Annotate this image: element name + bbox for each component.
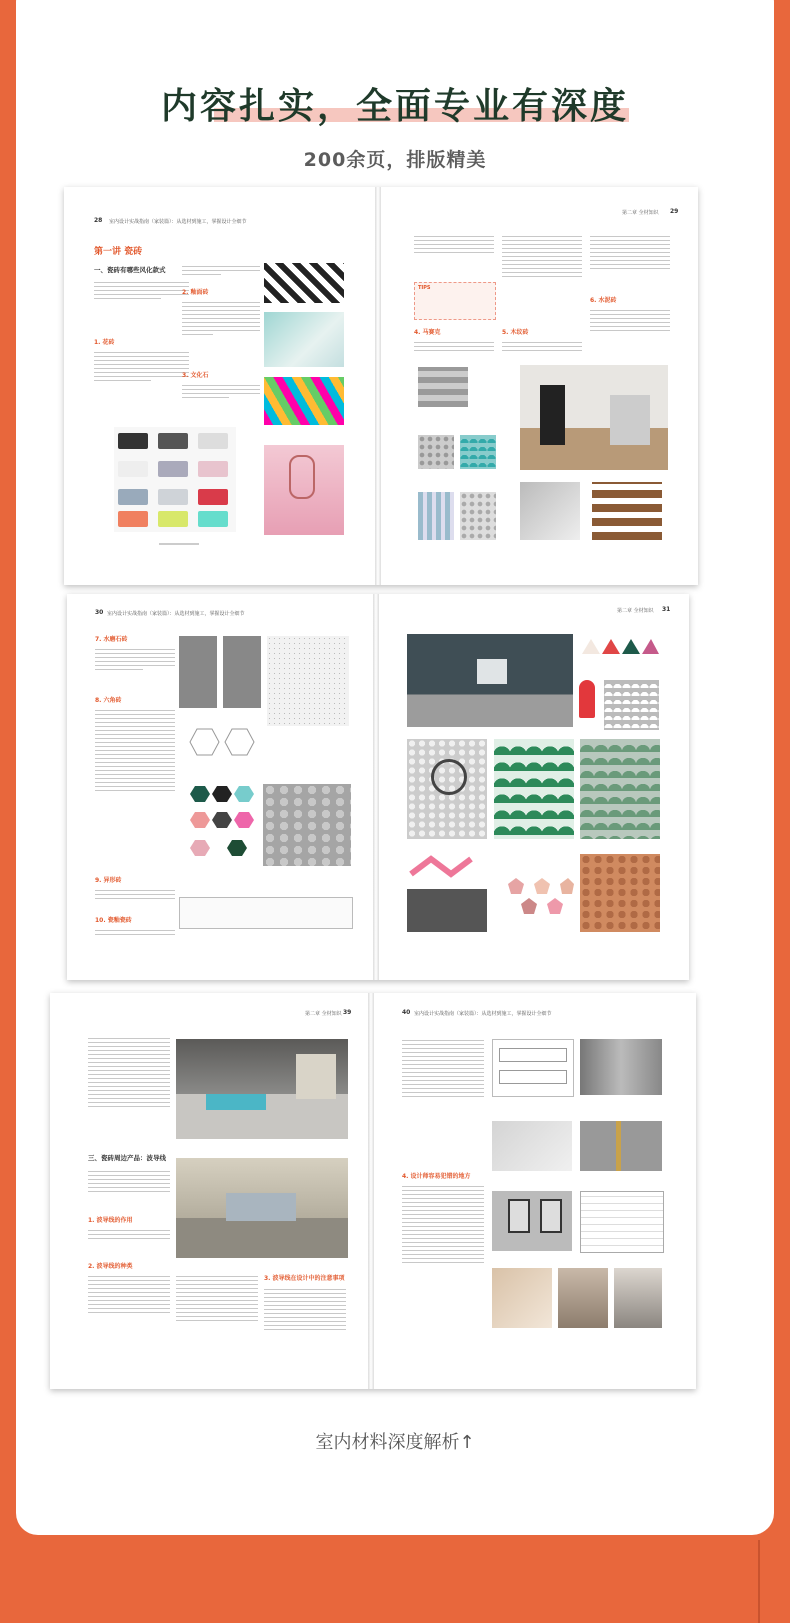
window-wall-diagram	[492, 1191, 572, 1251]
subheading: 9. 异形砖	[95, 877, 122, 884]
page-number: 39	[343, 1009, 352, 1016]
wave-tile-photo	[492, 1121, 572, 1171]
right-page	[379, 594, 689, 980]
lecture-title: 第一讲 瓷砖	[94, 247, 143, 257]
subheading: 3. 波导线在设计中的注意事项	[264, 1275, 345, 1282]
body-text	[402, 1037, 484, 1100]
section-heading: 三、瓷砖周边产品：波导线	[88, 1154, 166, 1162]
body-text	[182, 299, 260, 338]
pink-zigzag-image	[407, 854, 487, 932]
body-text	[88, 1227, 170, 1242]
tips-box	[414, 282, 496, 320]
color-triangles-image	[579, 636, 659, 658]
body-text	[88, 1035, 170, 1110]
body-text	[95, 887, 175, 902]
scale-pattern-image	[604, 680, 659, 730]
mosaic-strip-image	[418, 367, 468, 407]
hexagon-tiles-samples	[187, 784, 257, 864]
body-text	[502, 233, 582, 280]
book-gutter	[375, 187, 381, 585]
wood-plank-image	[592, 482, 662, 540]
subheading: 7. 水磨石砖	[95, 636, 128, 643]
corridor-photo	[614, 1268, 662, 1328]
subheading: 8. 六角砖	[95, 697, 122, 704]
colored-tiles-image	[114, 427, 236, 532]
grey-mosaic-image	[460, 492, 496, 540]
dining-room-image	[176, 1039, 348, 1139]
red-tile-image	[579, 680, 595, 718]
left-page	[64, 187, 378, 585]
hexagon-floor-image	[263, 784, 351, 866]
hexagon-diagram	[187, 724, 257, 764]
body-text	[95, 707, 175, 794]
left-page	[67, 594, 375, 980]
pattern-tile-image	[264, 263, 344, 303]
subheadline: 200余页，排版精美	[303, 149, 487, 171]
subheading: 2. 波导线的种类	[88, 1263, 133, 1270]
hex-mosaic-image	[418, 435, 454, 469]
body-text	[176, 1273, 258, 1324]
figure-caption	[159, 543, 199, 545]
body-text	[264, 1286, 346, 1333]
pentagon-tiles-image	[494, 854, 574, 932]
subheading: 4. 设计师容易犯错的地方	[402, 1173, 471, 1180]
body-text	[88, 1168, 170, 1195]
subheading: 1. 花砖	[94, 339, 115, 346]
running-head: 室内设计实战指南（家装篇）：从选材到施工，掌握设计全细节	[414, 1011, 552, 1017]
right-page	[382, 187, 698, 585]
running-head: 第二章 全材知识	[305, 1011, 342, 1017]
tips-label: TIPS	[418, 285, 431, 291]
speckled-terrazzo-image	[267, 636, 349, 726]
gold-strip-photo	[580, 1121, 662, 1171]
left-page	[50, 993, 370, 1389]
hexagon-wall-image	[407, 739, 487, 839]
bathroom-layout-diagram	[580, 1191, 664, 1253]
body-text	[94, 349, 189, 384]
pink-bathroom-image	[264, 445, 344, 535]
running-head: 室内设计实战指南（家装篇）：从选材到施工，掌握设计全细节	[107, 611, 245, 617]
running-head: 第二章 全材知识	[622, 210, 659, 216]
section-heading: 一、瓷砖有哪些风化款式	[94, 266, 166, 274]
subheading: 1. 波导线的作用	[88, 1217, 133, 1224]
subheading: 2. 釉面砖	[182, 289, 209, 296]
subheading: 3. 文化石	[182, 372, 209, 379]
page-number: 31	[662, 606, 671, 613]
marble-floor-photo	[492, 1268, 552, 1328]
body-text	[414, 339, 494, 354]
fish-scale-mosaic-image	[460, 435, 496, 469]
wood-grain-tile-image	[520, 482, 580, 540]
doorway-photo	[558, 1268, 608, 1328]
living-room-image	[520, 365, 668, 470]
teal-tile-image	[264, 312, 344, 367]
page-number: 29	[670, 208, 679, 215]
body-text	[502, 339, 582, 354]
copper-wall-image	[580, 854, 660, 932]
right-page	[374, 993, 696, 1389]
body-text	[182, 382, 260, 401]
subheading: 6. 水泥砖	[590, 297, 617, 304]
tiled-living-room-image	[407, 634, 573, 727]
subheading: 10. 瓷釉瓷砖	[95, 917, 132, 924]
modern-living-room-image	[176, 1158, 348, 1258]
subheading: 5. 木纹砖	[502, 329, 529, 336]
book-spread-2	[67, 594, 689, 980]
running-head: 第二章 全材知识	[617, 608, 654, 614]
book-spread-3	[50, 993, 696, 1389]
decorative-line	[758, 1540, 760, 1623]
running-head: 室内设计实战指南（家装篇）：从选材到施工，掌握设计全细节	[109, 219, 247, 225]
metallic-scale-tiles-image	[580, 739, 660, 839]
headline: 内容扎实，全面专业有深度	[160, 86, 629, 127]
tile-layout-diagram	[179, 897, 353, 929]
footer-caption: 室内材料深度解析↑	[315, 1432, 475, 1453]
body-text	[402, 1183, 484, 1266]
body-text	[95, 646, 175, 673]
subheading: 4. 马赛克	[414, 329, 441, 336]
body-text	[590, 233, 670, 272]
page-number: 28	[94, 217, 103, 224]
terrazzo-tiles-image	[179, 636, 261, 708]
body-text	[590, 307, 670, 334]
grey-tile-photo	[580, 1039, 662, 1095]
blue-mosaic-image	[418, 492, 454, 540]
page-number: 40	[402, 1009, 411, 1016]
colorful-cabinet-image	[264, 377, 344, 425]
page-number: 30	[95, 609, 104, 616]
body-text	[414, 233, 494, 256]
body-text	[88, 1273, 170, 1316]
body-text	[182, 263, 260, 278]
body-text	[94, 279, 189, 302]
green-scale-tiles-image	[494, 739, 574, 839]
body-text	[95, 927, 175, 938]
border-diagram	[492, 1039, 574, 1097]
book-spread-1	[64, 187, 698, 585]
